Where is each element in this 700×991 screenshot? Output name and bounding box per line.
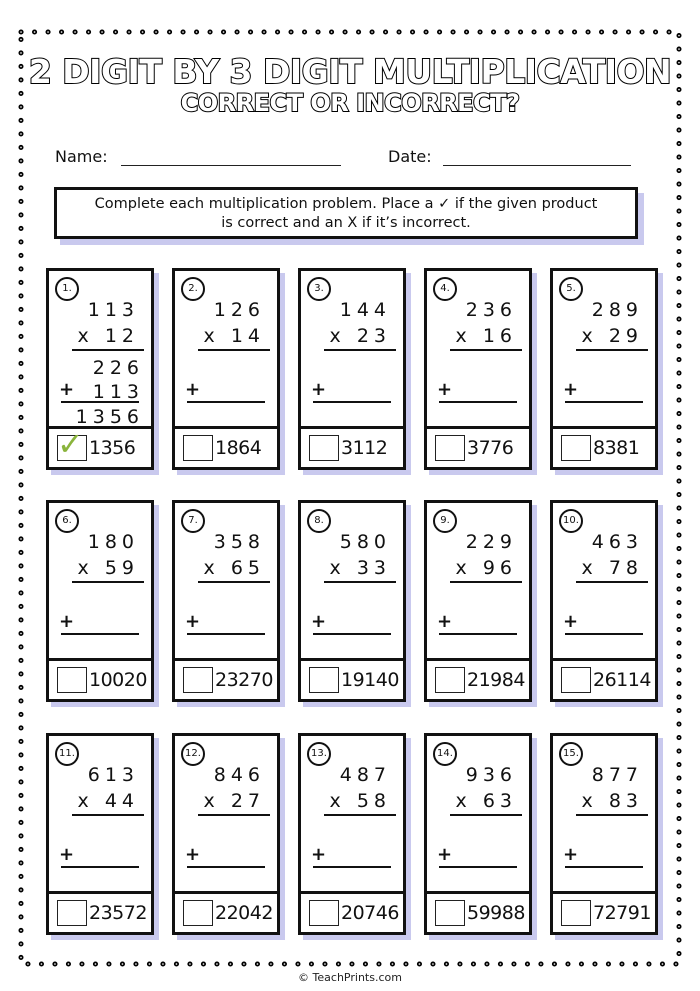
top-factor: 936 (465, 764, 517, 786)
multiplier: x 29 (576, 323, 648, 351)
answer-row (427, 658, 529, 699)
problem-number: 3. (307, 277, 331, 301)
factors (198, 762, 265, 816)
problem-card (46, 500, 154, 702)
factors (324, 297, 391, 351)
plus-sign: + (185, 844, 201, 865)
multiplier: x 27 (198, 788, 270, 816)
sum-line (187, 866, 265, 868)
top-factor: 463 (591, 531, 643, 553)
plus-sign: + (437, 611, 453, 632)
answer-row (49, 426, 151, 467)
multiplier: x 96 (450, 555, 522, 583)
multiplier: x 63 (450, 788, 522, 816)
multiplier: x 58 (324, 788, 396, 816)
plus-sign: + (59, 844, 75, 865)
top-factor: 126 (213, 299, 265, 321)
instructions-text-2: if the given product (454, 196, 598, 212)
problem-card (550, 268, 658, 470)
instructions-box (54, 187, 638, 239)
factors (198, 529, 265, 583)
factors (72, 297, 139, 351)
work-sum: 1356 (75, 406, 144, 428)
problem-card (298, 733, 406, 935)
plus-sign: + (563, 611, 579, 632)
sum-line (313, 633, 391, 635)
top-factor: 180 (87, 531, 139, 553)
plus-sign: + (311, 844, 327, 865)
problem-number: 1. (55, 277, 79, 301)
answer-row (49, 891, 151, 932)
factors (450, 529, 517, 583)
problem-card (424, 733, 532, 935)
problem-number: 7. (181, 509, 205, 533)
answer-checkbox[interactable] (561, 900, 591, 926)
sum-line (313, 866, 391, 868)
given-product: 26114 (593, 669, 651, 691)
problem-card (550, 500, 658, 702)
problem-card (46, 733, 154, 935)
name-input-line[interactable] (121, 149, 341, 166)
problem-number: 2. (181, 277, 205, 301)
plus-sign: + (563, 844, 579, 865)
given-product: 19140 (341, 669, 399, 691)
plus-sign: + (437, 844, 453, 865)
plus-sign: + (437, 379, 453, 400)
top-factor: 877 (591, 764, 643, 786)
date-input-line[interactable] (443, 149, 631, 166)
multiplier: x 16 (450, 323, 522, 351)
answer-checkbox[interactable] (435, 667, 465, 693)
problem-number: 8. (307, 509, 331, 533)
factors (198, 297, 265, 351)
top-factor: 613 (87, 764, 139, 786)
factors (576, 529, 643, 583)
date-label: Date: (388, 147, 432, 166)
given-product: 59988 (467, 902, 525, 924)
answer-checkbox[interactable] (561, 667, 591, 693)
date-field[interactable] (388, 147, 631, 166)
answer-row (301, 658, 403, 699)
factors (72, 762, 139, 816)
sum-line (439, 401, 517, 403)
answer-checkbox[interactable] (309, 900, 339, 926)
answer-checkbox[interactable] (435, 435, 465, 461)
sum-line (565, 401, 643, 403)
top-factor: 236 (465, 299, 517, 321)
answer-checkbox[interactable] (309, 667, 339, 693)
problem-card (172, 733, 280, 935)
given-product: 23270 (215, 669, 273, 691)
worksheet-title: 2 DIGIT BY 3 DIGIT MULTIPLICATION (28, 52, 672, 91)
multiplier: x 33 (324, 555, 396, 583)
answer-checkbox[interactable] (57, 667, 87, 693)
top-factor: 580 (339, 531, 391, 553)
sum-line (187, 633, 265, 635)
problem-card (298, 500, 406, 702)
top-factor: 487 (339, 764, 391, 786)
problem-card (172, 268, 280, 470)
problem-card (172, 500, 280, 702)
plus-sign: + (311, 379, 327, 400)
answer-row (301, 891, 403, 932)
answer-checkbox[interactable] (561, 435, 591, 461)
problem-number: 10. (559, 509, 583, 533)
multiplier: x 12 (72, 323, 144, 351)
worksheet-subtitle: CORRECT OR INCORRECT? (180, 89, 520, 117)
problem-number: 13. (307, 742, 331, 766)
plus-sign: + (59, 611, 75, 632)
problem-card (298, 268, 406, 470)
sum-line (439, 866, 517, 868)
plus-sign: + (563, 379, 579, 400)
answer-row (553, 891, 655, 932)
sum-line (439, 633, 517, 635)
answer-row (427, 891, 529, 932)
given-product: 21984 (467, 669, 525, 691)
problem-card (46, 268, 154, 470)
instructions-text-3: is correct and an X if it’s incorrect. (221, 215, 471, 231)
factors (72, 529, 139, 583)
factors (450, 762, 517, 816)
multiplier: x 23 (324, 323, 396, 351)
factors (324, 762, 391, 816)
given-product: 3112 (341, 437, 388, 459)
plus-sign: + (185, 379, 201, 400)
top-factor: 113 (87, 299, 139, 321)
sum-line (565, 633, 643, 635)
multiplier: x 44 (72, 788, 144, 816)
problem-number: 12. (181, 742, 205, 766)
sum-line (61, 866, 139, 868)
plus-sign: + (59, 379, 75, 400)
answer-checkbox[interactable] (183, 900, 213, 926)
given-product: 1864 (215, 437, 262, 459)
given-product: 20746 (341, 902, 399, 924)
instructions-text-1: Complete each multiplication problem. Place a (94, 196, 434, 212)
answer-checkbox[interactable] (57, 900, 87, 926)
problem-number: 5. (559, 277, 583, 301)
top-factor: 289 (591, 299, 643, 321)
name-label: Name: (55, 147, 108, 166)
multiplier: x 14 (198, 323, 270, 351)
answer-checkbox[interactable] (435, 900, 465, 926)
answer-checkbox[interactable] (183, 667, 213, 693)
problem-number: 15. (559, 742, 583, 766)
plus-sign: + (311, 611, 327, 632)
sum-line (61, 633, 139, 635)
top-factor: 358 (213, 531, 265, 553)
problem-number: 14. (433, 742, 457, 766)
name-field[interactable] (55, 147, 341, 166)
copyright-footer: © TeachPrints.com (298, 971, 402, 984)
top-factor: 229 (465, 531, 517, 553)
problem-number: 9. (433, 509, 457, 533)
given-product: 22042 (215, 902, 273, 924)
given-product: 8381 (593, 437, 640, 459)
top-factor: 144 (339, 299, 391, 321)
answer-row (427, 426, 529, 467)
answer-row (553, 426, 655, 467)
answer-row (49, 658, 151, 699)
given-product: 23572 (89, 902, 147, 924)
sum-line (187, 401, 265, 403)
top-factor: 846 (213, 764, 265, 786)
multiplier: x 83 (576, 788, 648, 816)
given-product: 10020 (89, 669, 147, 691)
problem-card (550, 733, 658, 935)
sum-line (61, 401, 139, 403)
answer-row (175, 891, 277, 932)
given-product: 1356 (89, 437, 136, 459)
partial-product-2: 113 (92, 381, 144, 403)
answer-row (553, 658, 655, 699)
multiplier: x 78 (576, 555, 648, 583)
multiplier: x 59 (72, 555, 144, 583)
problem-card (424, 500, 532, 702)
plus-sign: + (185, 611, 201, 632)
partial-product-1: 226 (92, 357, 144, 379)
checkmark-icon: ✓ (438, 196, 451, 212)
answer-row (175, 426, 277, 467)
answer-row (301, 426, 403, 467)
answer-row (175, 658, 277, 699)
answer-checkbox[interactable] (309, 435, 339, 461)
problem-card (424, 268, 532, 470)
factors (324, 529, 391, 583)
given-product: 3776 (467, 437, 514, 459)
given-product: 72791 (593, 902, 651, 924)
factors (450, 297, 517, 351)
sum-line (313, 401, 391, 403)
answer-checkbox[interactable] (183, 435, 213, 461)
factors (576, 762, 643, 816)
problem-number: 11. (55, 742, 79, 766)
sum-line (565, 866, 643, 868)
multiplier: x 65 (198, 555, 270, 583)
factors (576, 297, 643, 351)
checkmark-icon: ✓ (57, 425, 84, 463)
problem-number: 6. (55, 509, 79, 533)
problem-number: 4. (433, 277, 457, 301)
